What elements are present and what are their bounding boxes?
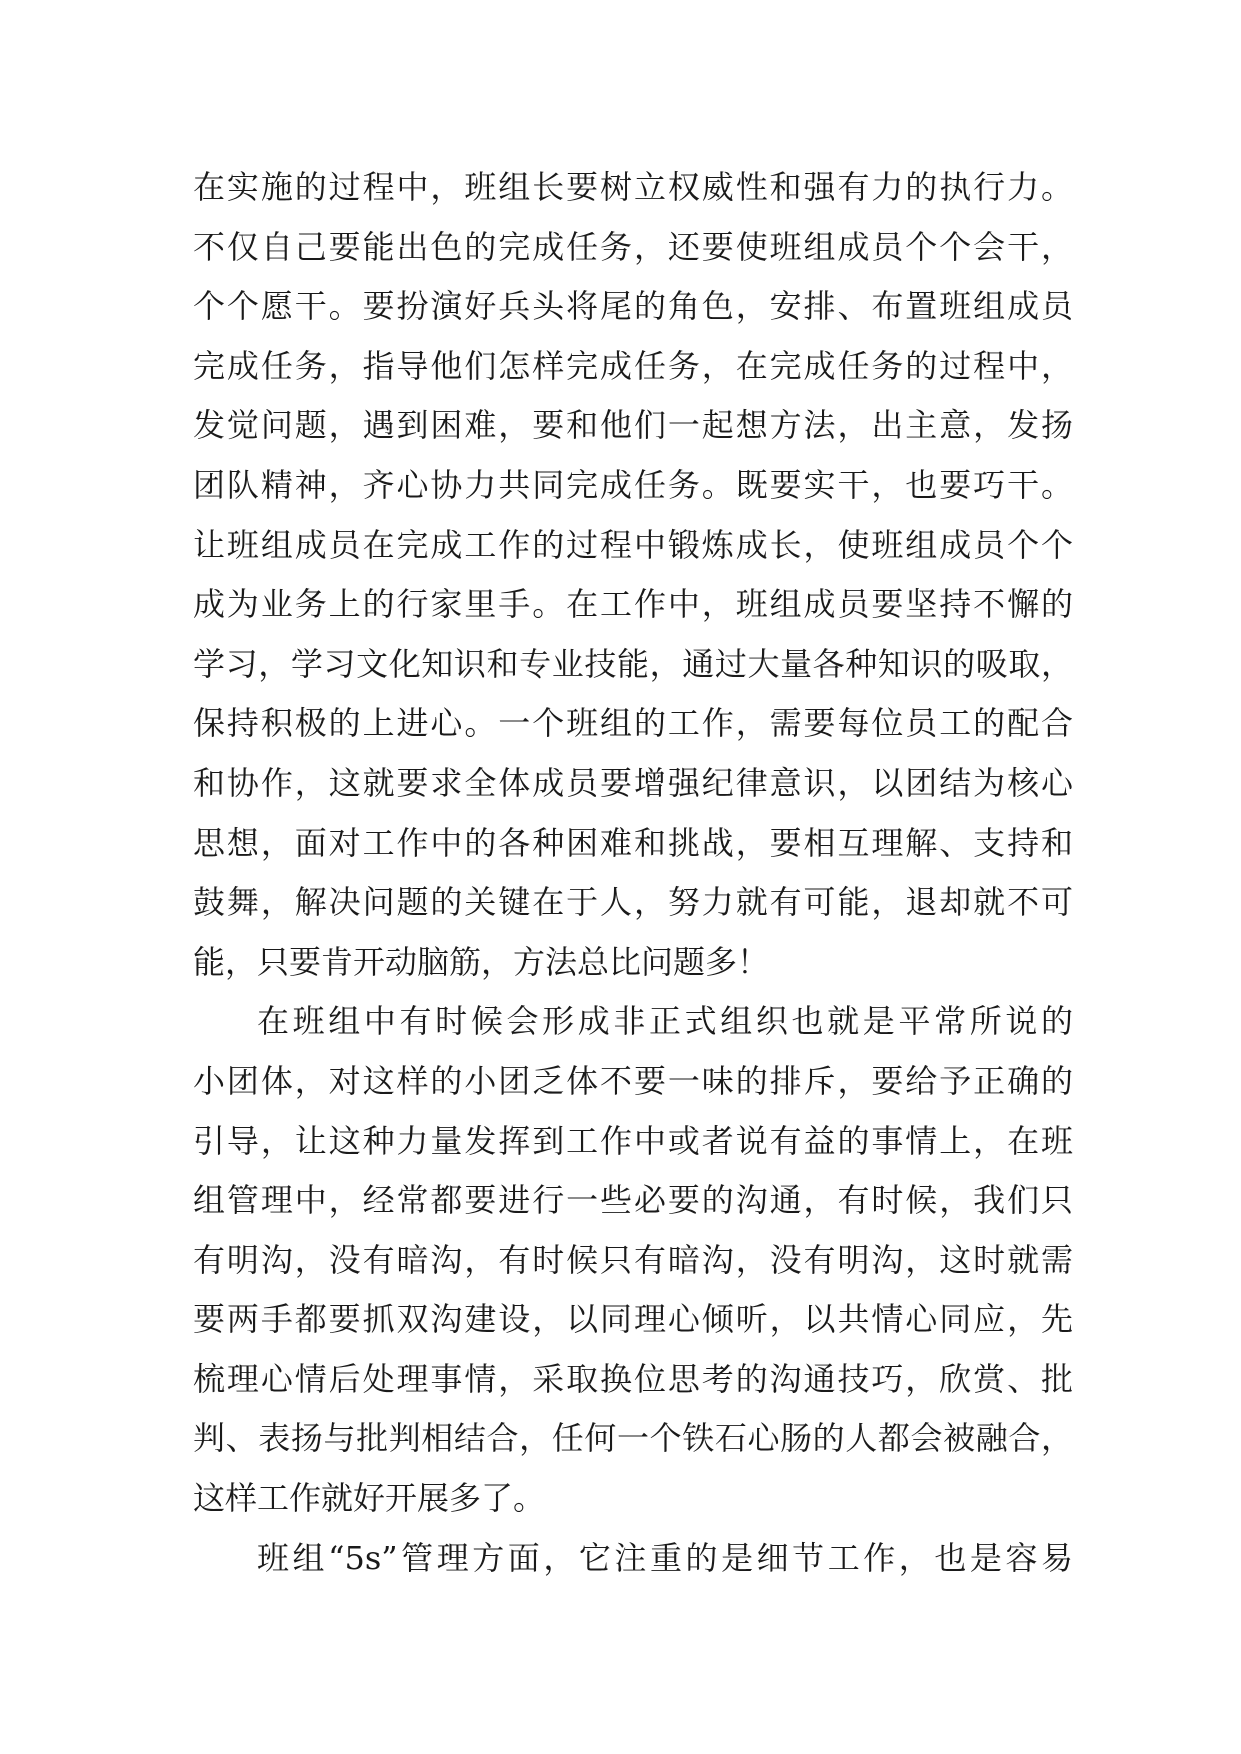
text-line: 团队精神，齐心协力共同完成任务。既要实干，也要巧干。 <box>193 465 1073 504</box>
text-line: 梳理心情后处理事情，采取换位思考的沟通技巧，欣赏、批 <box>193 1359 1073 1398</box>
text-line: 这样工作就好开展多了。 <box>193 1479 546 1518</box>
text-line: 在实施的过程中，班组长要树立权威性和强有力的执行力。 <box>193 168 1073 206</box>
text-line: 要两手都要抓双沟建设，以同理心倾听，以共情心同应，先 <box>193 1300 1073 1339</box>
text-line: 小团体，对这样的小团乏体不要一味的排斥，要给予正确的 <box>193 1061 1073 1100</box>
text-line: 保持积极的上进心。一个班组的工作，需要每位员工的配合 <box>193 704 1073 743</box>
text-line: 成为业务上的行家里手。在工作中，班组成员要坚持不懈的 <box>193 585 1073 624</box>
text-line: 个个愿干。要扮演好兵头将尾的角色，安排、布置班组成员 <box>193 287 1073 326</box>
text-line: 发觉问题，遇到困难，要和他们一起想方法，出主意，发扬 <box>193 406 1073 445</box>
text-line: 思想，面对工作中的各种困难和挑战，要相互理解、支持和 <box>193 823 1073 862</box>
text-line: 组管理中，经常都要进行一些必要的沟通，有时候，我们只 <box>193 1181 1073 1220</box>
body-text <box>193 158 1073 1588</box>
text-line: 和协作，这就要求全体成员要增强纪律意识，以团结为核心 <box>193 763 1073 802</box>
text-line: 在班组中有时候会形成非正式组织也就是平常所说的 <box>257 1002 1073 1041</box>
text-line: 有明沟，没有暗沟，有时候只有暗沟，没有明沟，这时就需 <box>193 1240 1073 1279</box>
text-line: 学习，学习文化知识和专业技能，通过大量各种知识的吸取， <box>193 644 1073 683</box>
text-line: 不仅自己要能出色的完成任务，还要使班组成员个个会干， <box>193 227 1073 266</box>
text-line: 完成任务，指导他们怎样完成任务，在完成任务的过程中， <box>193 346 1073 385</box>
text-line: 引导，让这种力量发挥到工作中或者说有益的事情上，在班 <box>193 1121 1073 1160</box>
text-line: 让班组成员在完成工作的过程中锻炼成长，使班组成员个个 <box>193 525 1073 564</box>
text-line: 班组“5s”管理方面，它注重的是细节工作，也是容易 <box>257 1538 1073 1577</box>
text-line: 能，只要肯开动脑筋，方法总比问题多！ <box>193 942 770 981</box>
text-line: 鼓舞，解决问题的关键在于人，努力就有可能，退却就不可 <box>193 883 1073 922</box>
text-line: 判、表扬与批判相结合，任何一个铁石心肠的人都会被融合， <box>193 1419 1073 1458</box>
